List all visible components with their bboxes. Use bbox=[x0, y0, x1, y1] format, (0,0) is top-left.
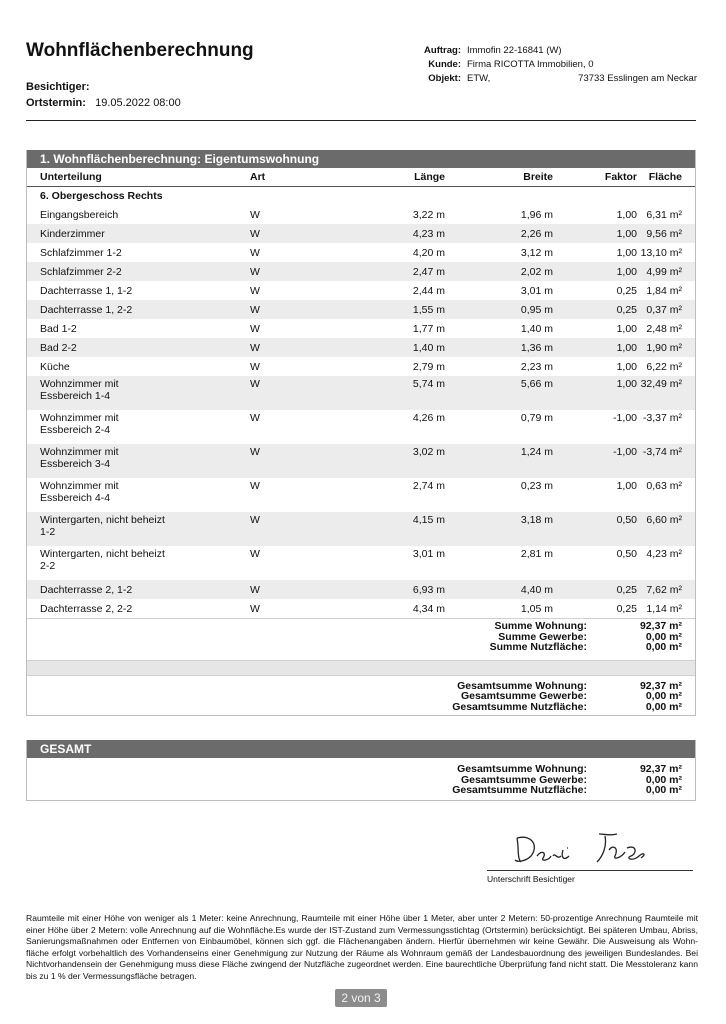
row-name-line1: Wintergarten, nicht beheizt bbox=[40, 514, 165, 526]
gesamt-band: GESAMT bbox=[27, 740, 695, 758]
row-faktor: 1,00 bbox=[553, 376, 637, 410]
ortstermin-value: 19.05.2022 08:00 bbox=[95, 97, 181, 109]
total-value: 0,00 m² bbox=[645, 700, 682, 713]
row-flaeche: 13,10 m² bbox=[640, 246, 682, 259]
col-header: Breite bbox=[445, 168, 553, 187]
table-row bbox=[27, 580, 695, 599]
sums-block bbox=[27, 618, 695, 655]
row-breite: 4,40 m bbox=[445, 580, 553, 599]
row-name: Bad 1-2 bbox=[40, 322, 77, 335]
table-row bbox=[27, 300, 695, 319]
total-label: Gesamtsumme Wohnung: bbox=[457, 679, 587, 692]
group-title: 6. Obergeschoss Rechts bbox=[40, 190, 163, 202]
row-art: W bbox=[250, 246, 260, 259]
row-laenge: 1,55 m bbox=[345, 300, 445, 319]
row-name-line2: 2-2 bbox=[40, 560, 56, 572]
header-right bbox=[395, 44, 697, 86]
row-name-line2: Essbereich 1-4 bbox=[40, 390, 111, 402]
header-divider bbox=[26, 120, 696, 121]
row-name: Dachterrasse 1, 2-2 bbox=[27, 300, 210, 319]
row-name bbox=[27, 444, 210, 478]
objekt-location: 73733 Esslingen am Neckar bbox=[578, 73, 697, 84]
objekt-label: Objekt: bbox=[428, 73, 461, 84]
table-row bbox=[27, 338, 695, 357]
kunde-value: Firma RICOTTA Immobilien, 0 bbox=[467, 59, 594, 70]
sum-value: 0,00 m² bbox=[645, 641, 682, 653]
signature-image bbox=[487, 826, 693, 868]
row-faktor: 1,00 bbox=[553, 338, 637, 357]
row-laenge: 2,44 m bbox=[412, 284, 445, 297]
row-laenge: 3,22 m bbox=[412, 208, 445, 221]
signature-block bbox=[487, 826, 693, 884]
total-label: Gesamtsumme Nutzfläche: bbox=[452, 700, 587, 713]
row-breite: 0,79 m bbox=[520, 412, 553, 424]
objekt-value: ETW, bbox=[467, 73, 491, 84]
row-art: W bbox=[210, 338, 345, 357]
total-value: 0,00 m² bbox=[645, 690, 682, 702]
row-faktor: 0,25 bbox=[616, 602, 637, 615]
kunde-label: Kunde: bbox=[428, 59, 461, 70]
ortstermin-label: Ortstermin: bbox=[26, 97, 86, 109]
row-flaeche: -3,74 m² bbox=[637, 444, 695, 478]
gesamt-value: 0,00 m² bbox=[645, 773, 682, 786]
table-row bbox=[27, 376, 695, 410]
table-row bbox=[27, 262, 695, 281]
row-flaeche: 0,63 m² bbox=[646, 480, 682, 492]
row-faktor: 0,25 bbox=[553, 580, 637, 599]
total-row bbox=[27, 691, 682, 702]
row-breite: 0,95 m bbox=[445, 300, 553, 319]
row-breite: 3,01 m bbox=[520, 284, 553, 297]
row-flaeche: 9,56 m² bbox=[637, 224, 695, 243]
area-table bbox=[27, 168, 695, 618]
row-faktor: 1,00 bbox=[616, 246, 637, 259]
header-left bbox=[26, 79, 181, 111]
row-art: W bbox=[250, 322, 260, 335]
row-flaeche: 1,90 m² bbox=[637, 338, 695, 357]
row-name: Kinderzimmer bbox=[27, 224, 210, 243]
sum-row bbox=[27, 621, 682, 632]
table-row bbox=[27, 599, 695, 618]
gesamt-label: Gesamtsumme Gewerbe: bbox=[460, 773, 587, 786]
gesamt-row bbox=[27, 785, 682, 796]
row-art: W bbox=[210, 376, 345, 410]
table-row bbox=[27, 243, 695, 262]
row-art: W bbox=[250, 602, 260, 615]
gesamt-label: Gesamtsumme Nutzfläche: bbox=[452, 784, 587, 796]
row-name: Eingangsbereich bbox=[40, 208, 119, 221]
row-laenge: 1,40 m bbox=[345, 338, 445, 357]
row-breite: 3,12 m bbox=[520, 246, 553, 259]
table-row bbox=[27, 546, 695, 580]
row-art: W bbox=[250, 480, 260, 492]
row-laenge: 4,20 m bbox=[412, 246, 445, 259]
gesamt-totals bbox=[27, 758, 695, 800]
section-band: 1. Wohnflächenberechnung: Eigentumswohnung bbox=[27, 150, 695, 168]
row-faktor: -1,00 bbox=[553, 444, 637, 478]
row-breite: 3,18 m bbox=[445, 512, 553, 546]
row-laenge: 6,93 m bbox=[345, 580, 445, 599]
besichtiger-label: Besichtiger: bbox=[26, 81, 90, 93]
row-name-line1: Wohnzimmer mit bbox=[40, 378, 119, 390]
row-breite: 2,26 m bbox=[445, 224, 553, 243]
row-laenge: 4,15 m bbox=[345, 512, 445, 546]
row-name-line1: Wintergarten, nicht beheizt bbox=[40, 548, 165, 560]
row-name-line1: Wohnzimmer mit bbox=[40, 480, 119, 492]
sum-label: Summe Wohnung: bbox=[494, 620, 587, 632]
row-faktor: 0,50 bbox=[553, 512, 637, 546]
row-name bbox=[27, 512, 210, 546]
table-row bbox=[27, 444, 695, 478]
row-name: Bad 2-2 bbox=[27, 338, 210, 357]
gesamt-value: 92,37 m² bbox=[639, 763, 682, 775]
row-laenge: 5,74 m bbox=[345, 376, 445, 410]
row-name-line2: Essbereich 2-4 bbox=[40, 424, 111, 436]
row-laenge: 4,26 m bbox=[412, 412, 445, 424]
row-laenge: 2,79 m bbox=[412, 360, 445, 373]
gesamt-label: Gesamtsumme Wohnung: bbox=[457, 763, 587, 775]
row-faktor: 1,00 bbox=[616, 208, 637, 221]
row-name: Küche bbox=[40, 360, 70, 373]
row-faktor: 1,00 bbox=[616, 480, 637, 492]
row-breite: 2,81 m bbox=[520, 548, 553, 560]
row-flaeche: 1,84 m² bbox=[646, 284, 682, 297]
row-flaeche: 1,14 m² bbox=[646, 602, 682, 615]
group-row bbox=[27, 187, 695, 206]
col-header: Fläche bbox=[637, 168, 695, 187]
row-flaeche: 4,23 m² bbox=[646, 548, 682, 560]
row-art: W bbox=[210, 444, 345, 478]
row-flaeche: 6,31 m² bbox=[646, 208, 682, 221]
total-row bbox=[27, 702, 682, 713]
row-name: Schlafzimmer 1-2 bbox=[40, 246, 122, 259]
row-flaeche: 4,99 m² bbox=[637, 262, 695, 281]
row-art: W bbox=[250, 208, 260, 221]
row-name: Dachterrasse 2, 2-2 bbox=[40, 602, 133, 615]
row-name-line2: Essbereich 4-4 bbox=[40, 492, 111, 504]
row-laenge: 3,02 m bbox=[345, 444, 445, 478]
row-art: W bbox=[210, 262, 345, 281]
row-faktor: 0,25 bbox=[553, 300, 637, 319]
table-row bbox=[27, 357, 695, 376]
area-table-section bbox=[26, 150, 696, 716]
row-art: W bbox=[250, 360, 260, 373]
row-flaeche: -3,37 m² bbox=[642, 412, 682, 424]
table-row bbox=[27, 205, 695, 224]
table-row bbox=[27, 281, 695, 300]
row-breite: 2,02 m bbox=[445, 262, 553, 281]
row-art: W bbox=[250, 548, 260, 560]
row-name-line2: 1-2 bbox=[40, 526, 56, 538]
totals-block bbox=[27, 676, 695, 716]
row-flaeche: 2,48 m² bbox=[646, 322, 682, 335]
row-art: W bbox=[250, 412, 260, 424]
col-header: Länge bbox=[345, 168, 445, 187]
row-art: W bbox=[210, 224, 345, 243]
row-name-line1: Wohnzimmer mit bbox=[40, 446, 119, 458]
sum-value: 0,00 m² bbox=[645, 630, 682, 643]
col-header: Art bbox=[210, 168, 345, 187]
row-breite: 5,66 m bbox=[445, 376, 553, 410]
sum-value: 92,37 m² bbox=[639, 620, 682, 632]
row-breite: 1,36 m bbox=[445, 338, 553, 357]
row-faktor: 1,00 bbox=[553, 224, 637, 243]
row-faktor: 0,25 bbox=[616, 284, 637, 297]
spacer-band bbox=[27, 660, 695, 676]
signature-label: Unterschrift Besichtiger bbox=[487, 874, 575, 884]
sum-row bbox=[27, 642, 682, 653]
row-art: W bbox=[210, 580, 345, 599]
row-breite: 1,96 m bbox=[520, 208, 553, 221]
row-breite: 2,23 m bbox=[520, 360, 553, 373]
gesamt-section bbox=[26, 740, 696, 801]
row-laenge: 2,47 m bbox=[345, 262, 445, 281]
footnote: Raumteile mit einer Höhe von weniger als 1 Meter: keine Anrechnung, Raumteile mit einer Höhe über 1 Meter, aber unter 2 Metern: 50-prozentige Anrechnung Raumteile mit einer Höhe über 2 Metern: volle Anrechnung auf die Wohnfläche.Es wurde der IST-Zustand zum Vermessungsstichtag (Ortstermin) berücksichtigt. Bei späteren Umbau, Abriss, Sanierungsmaßnahmen oder Entfernen von Einbaumöbel, können sich ggf. die Flächenangaben ändern. Hierfür übernehmen wir keine Gewähr. Die Ausweisung als Wohn-fläche erfolgt vorbehaltlich des Vorhandenseins einer Genehmigung zur Nutzung der Räume als Wohnraum gemäß der Landesbauordnung des jeweiligen Bundeslandes. Bei Nichtvorhandensein der Genehmigung muss diese Fläche zwingend der Nutzfläche zugeordnet werden. Eine baurechtliche Überprüfung fand nicht statt. Die Messtoleranz kann bis zu 1 % der Vermessungsfläche betragen. bbox=[26, 913, 698, 981]
row-name-line1: Wohnzimmer mit bbox=[40, 412, 119, 424]
row-name: Dachterrasse 2, 1-2 bbox=[27, 580, 210, 599]
row-faktor: 1,00 bbox=[616, 322, 637, 335]
row-name bbox=[27, 546, 210, 580]
row-art: W bbox=[210, 512, 345, 546]
col-header: Unterteilung bbox=[27, 168, 210, 187]
page-indicator: 2 von 3 bbox=[335, 989, 387, 1007]
row-flaeche: 6,22 m² bbox=[646, 360, 682, 373]
table-row bbox=[27, 224, 695, 243]
row-name bbox=[27, 478, 210, 512]
row-faktor: 1,00 bbox=[553, 262, 637, 281]
table-row bbox=[27, 410, 695, 444]
table-row bbox=[27, 319, 695, 338]
row-name bbox=[27, 410, 210, 444]
row-flaeche: 7,62 m² bbox=[637, 580, 695, 599]
sum-label: Summe Nutzfläche: bbox=[489, 641, 587, 653]
row-laenge: 4,34 m bbox=[412, 602, 445, 615]
row-name-line2: Essbereich 3-4 bbox=[40, 458, 111, 470]
row-name: Schlafzimmer 2-2 bbox=[27, 262, 210, 281]
row-breite: 1,40 m bbox=[520, 322, 553, 335]
row-name bbox=[27, 376, 210, 410]
row-faktor: 1,00 bbox=[616, 360, 637, 373]
total-label: Gesamtsumme Gewerbe: bbox=[460, 690, 587, 702]
auftrag-value: Immofin 22-16841 (W) bbox=[467, 45, 562, 56]
row-breite: 0,23 m bbox=[520, 480, 553, 492]
row-laenge: 2,74 m bbox=[412, 480, 445, 492]
col-header: Faktor bbox=[553, 168, 637, 187]
row-flaeche: 32,49 m² bbox=[637, 376, 695, 410]
gesamt-value: 0,00 m² bbox=[645, 784, 682, 796]
gesamt-row bbox=[27, 764, 682, 775]
table-row bbox=[27, 512, 695, 546]
signature-line bbox=[487, 870, 693, 871]
table-row bbox=[27, 478, 695, 512]
row-name: Dachterrasse 1, 1-2 bbox=[40, 284, 133, 297]
auftrag-label: Auftrag: bbox=[424, 45, 461, 56]
row-faktor: -1,00 bbox=[613, 412, 637, 424]
row-breite: 1,05 m bbox=[520, 602, 553, 615]
row-art: W bbox=[250, 284, 260, 297]
row-breite: 1,24 m bbox=[445, 444, 553, 478]
total-value: 92,37 m² bbox=[639, 679, 682, 692]
row-flaeche: 6,60 m² bbox=[637, 512, 695, 546]
document-title: Wohnflächenberechnung bbox=[26, 40, 254, 61]
table-header-row bbox=[27, 168, 695, 187]
row-flaeche: 0,37 m² bbox=[637, 300, 695, 319]
row-laenge: 1,77 m bbox=[412, 322, 445, 335]
row-art: W bbox=[210, 300, 345, 319]
row-laenge: 4,23 m bbox=[345, 224, 445, 243]
row-faktor: 0,50 bbox=[616, 548, 637, 560]
sum-label: Summe Gewerbe: bbox=[498, 630, 587, 643]
row-laenge: 3,01 m bbox=[412, 548, 445, 560]
